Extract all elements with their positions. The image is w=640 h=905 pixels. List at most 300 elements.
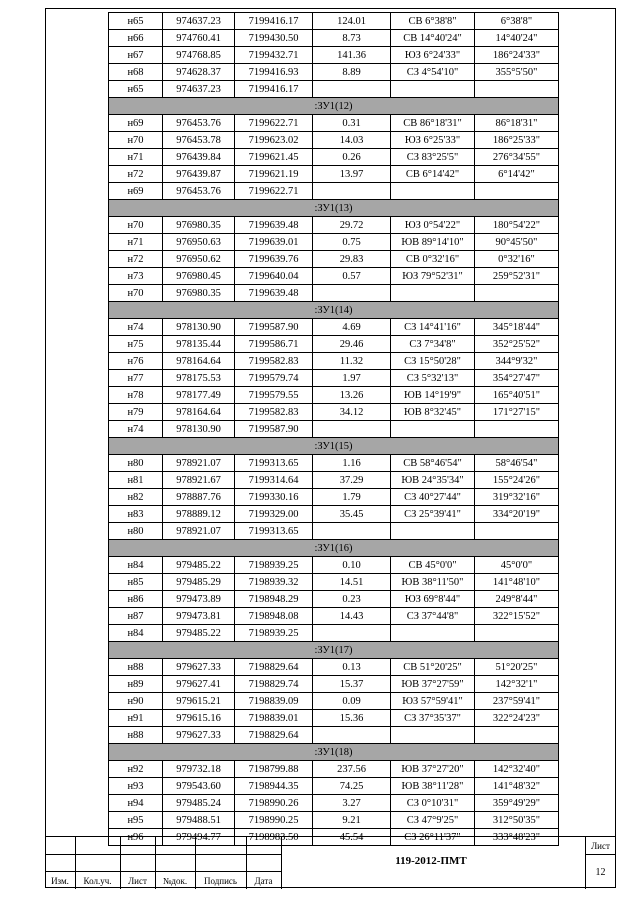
coord-y: 7199640.04 [235,268,313,285]
point-name: н78 [109,387,163,404]
azimuth: 322°24'23" [475,710,559,727]
coord-x: 978921.07 [163,455,235,472]
coord-x: 974637.23 [163,13,235,30]
table-row [109,795,559,812]
coord-y: 7198939.25 [235,557,313,574]
table-row [109,251,559,268]
stamp-label-data: Дата [254,876,273,886]
coord-x: 976453.76 [163,183,235,200]
coord-x: 974628.37 [163,64,235,81]
point-name: н65 [109,13,163,30]
table-row [109,47,559,64]
azimuth: 237°59'41" [475,693,559,710]
table-row [109,353,559,370]
point-name: н87 [109,608,163,625]
coord-x: 978921.67 [163,472,235,489]
distance: 35.45 [313,506,391,523]
point-name: н77 [109,370,163,387]
coord-x: 976453.76 [163,115,235,132]
coord-y: 7198944.35 [235,778,313,795]
table-row [109,404,559,421]
coord-y: 7199621.45 [235,149,313,166]
point-name: н68 [109,64,163,81]
distance [313,81,391,98]
azimuth: 186°25'33" [475,132,559,149]
coord-y: 7198990.25 [235,812,313,829]
stamp-rule [585,854,616,855]
distance: 14.43 [313,608,391,625]
table-row [109,591,559,608]
table-row [109,13,559,30]
coord-x: 979485.24 [163,795,235,812]
point-name: н71 [109,149,163,166]
rhumb: СВ 14°40'24" [391,30,475,47]
section-header-row [109,98,559,115]
coord-x: 979485.22 [163,625,235,642]
point-name: н92 [109,761,163,778]
stamp-rule [45,854,281,855]
distance: 13.26 [313,387,391,404]
table-row [109,506,559,523]
point-name: н84 [109,557,163,574]
table-row [109,557,559,574]
coord-y: 7199330.16 [235,489,313,506]
distance: 9.21 [313,812,391,829]
point-name: н88 [109,727,163,744]
distance: 0.26 [313,149,391,166]
coord-y: 7199582.83 [235,353,313,370]
distance: 3.27 [313,795,391,812]
coord-y: 7199639.01 [235,234,313,251]
point-name: н90 [109,693,163,710]
distance: 0.10 [313,557,391,574]
distance [313,625,391,642]
distance: 0.09 [313,693,391,710]
table-row [109,285,559,302]
coord-y: 7199582.83 [235,404,313,421]
point-name: н73 [109,268,163,285]
azimuth [475,421,559,438]
rhumb: СВ 0°32'16" [391,251,475,268]
rhumb: СЗ 0°10'31" [391,795,475,812]
distance: 14.51 [313,574,391,591]
distance [313,183,391,200]
azimuth: 142°32'1" [475,676,559,693]
coord-x: 979473.81 [163,608,235,625]
point-name: н70 [109,285,163,302]
coord-y: 7199623.02 [235,132,313,149]
point-name: н72 [109,251,163,268]
sheet-label: Лист [591,841,610,851]
coord-x: 979615.21 [163,693,235,710]
rhumb: ЮЗ 57°59'41" [391,693,475,710]
stamp-label-kol-uch: Кол.уч. [83,876,112,886]
table-row [109,727,559,744]
point-name: н93 [109,778,163,795]
coord-x: 976439.87 [163,166,235,183]
point-name: н65 [109,81,163,98]
azimuth: 249°8'44" [475,591,559,608]
coord-x: 974768.85 [163,47,235,64]
distance: 45.54 [313,829,391,846]
coord-y: 7199579.55 [235,387,313,404]
distance: 15.37 [313,676,391,693]
rhumb: ЮВ 14°19'9" [391,387,475,404]
azimuth: 86°18'31" [475,115,559,132]
coord-y: 7199416.17 [235,81,313,98]
rhumb: ЮВ 89°14'10" [391,234,475,251]
rhumb: СЗ 15°50'28" [391,353,475,370]
coord-y: 7198939.32 [235,574,313,591]
distance: 0.13 [313,659,391,676]
rhumb: СЗ 14°41'16" [391,319,475,336]
rhumb [391,421,475,438]
coord-y: 7198829.64 [235,727,313,744]
rhumb: СВ 45°0'0" [391,557,475,574]
coord-x: 979627.41 [163,676,235,693]
azimuth [475,183,559,200]
coord-y: 7198990.26 [235,795,313,812]
coord-y: 7199314.64 [235,472,313,489]
point-name: н96 [109,829,163,846]
section-label: :ЗУ1(18) [109,744,559,761]
section-label: :ЗУ1(15) [109,438,559,455]
coord-y: 7199587.90 [235,421,313,438]
azimuth: 334°20'19" [475,506,559,523]
coord-y: 7199430.50 [235,30,313,47]
table-row [109,778,559,795]
coord-x: 979543.60 [163,778,235,795]
azimuth: 312°50'35" [475,812,559,829]
section-header-row [109,302,559,319]
table-row [109,421,559,438]
azimuth: 51°20'25" [475,659,559,676]
distance: 74.25 [313,778,391,795]
azimuth [475,727,559,744]
section-label: :ЗУ1(13) [109,200,559,217]
table-row [109,625,559,642]
azimuth: 333°48'23" [475,829,559,846]
point-name: н81 [109,472,163,489]
point-name: н83 [109,506,163,523]
coord-x: 979485.22 [163,557,235,574]
rhumb: СВ 86°18'31" [391,115,475,132]
azimuth: 345°18'44" [475,319,559,336]
section-header-row [109,540,559,557]
coord-x: 979627.33 [163,727,235,744]
section-header-row [109,744,559,761]
distance: 11.32 [313,353,391,370]
title-block [45,836,616,888]
coordinates-table [108,12,559,846]
point-name: н80 [109,523,163,540]
table-row [109,234,559,251]
section-label: :ЗУ1(16) [109,540,559,557]
coord-x: 974760.41 [163,30,235,47]
distance: 237.56 [313,761,391,778]
distance: 13.97 [313,166,391,183]
coord-y: 7198829.64 [235,659,313,676]
distance: 1.16 [313,455,391,472]
point-name: н67 [109,47,163,64]
table-row [109,149,559,166]
point-name: н69 [109,183,163,200]
rhumb [391,285,475,302]
rhumb: СЗ 5°32'13" [391,370,475,387]
coord-x: 976980.35 [163,217,235,234]
point-name: н76 [109,353,163,370]
table-row [109,761,559,778]
distance: 1.97 [313,370,391,387]
azimuth: 155°24'26" [475,472,559,489]
rhumb: ЮВ 37°27'20" [391,761,475,778]
table-row [109,472,559,489]
azimuth [475,625,559,642]
table-row [109,268,559,285]
coord-y: 7198839.01 [235,710,313,727]
table-row [109,710,559,727]
rhumb: ЮВ 38°11'28" [391,778,475,795]
table-row [109,659,559,676]
distance: 0.31 [313,115,391,132]
distance [313,421,391,438]
coord-x: 979627.33 [163,659,235,676]
point-name: н69 [109,115,163,132]
coord-y: 7199313.65 [235,523,313,540]
azimuth: 355°5'50" [475,64,559,81]
rhumb [391,183,475,200]
distance: 1.79 [313,489,391,506]
point-name: н94 [109,795,163,812]
distance [313,727,391,744]
azimuth: 142°32'40" [475,761,559,778]
azimuth: 276°34'55" [475,149,559,166]
azimuth: 344°9'32" [475,353,559,370]
point-name: н75 [109,336,163,353]
azimuth: 171°27'15" [475,404,559,421]
point-name: н85 [109,574,163,591]
distance: 0.75 [313,234,391,251]
coord-y: 7198983.50 [235,829,313,846]
sheet-number: 12 [595,867,606,878]
rhumb: СЗ 83°25'5" [391,149,475,166]
rhumb: СЗ 7°34'8" [391,336,475,353]
section-label: :ЗУ1(17) [109,642,559,659]
coord-y: 7198948.08 [235,608,313,625]
section-label: :ЗУ1(14) [109,302,559,319]
rhumb: СВ 51°20'25" [391,659,475,676]
point-name: н74 [109,319,163,336]
table-row [109,676,559,693]
coord-x: 978887.76 [163,489,235,506]
coord-x: 979473.89 [163,591,235,608]
coord-y: 7199621.19 [235,166,313,183]
table-row [109,608,559,625]
coord-x: 978175.53 [163,370,235,387]
distance: 8.73 [313,30,391,47]
rhumb: ЮЗ 79°52'31" [391,268,475,285]
rhumb: ЮЗ 0°54'22" [391,217,475,234]
distance: 14.03 [313,132,391,149]
coord-x: 979485.29 [163,574,235,591]
azimuth: 322°15'52" [475,608,559,625]
distance: 124.01 [313,13,391,30]
coord-x: 979732.18 [163,761,235,778]
azimuth [475,523,559,540]
point-name: н74 [109,421,163,438]
distance: 141.36 [313,47,391,64]
coord-x: 978130.90 [163,421,235,438]
stamp-dot: . [171,839,173,848]
coord-x: 978135.44 [163,336,235,353]
coord-y: 7198829.74 [235,676,313,693]
table-row [109,574,559,591]
section-label: :ЗУ1(12) [109,98,559,115]
coord-y: 7199586.71 [235,336,313,353]
coord-x: 979615.16 [163,710,235,727]
distance: 29.72 [313,217,391,234]
rhumb: ЮВ 24°35'34" [391,472,475,489]
coord-x: 974637.23 [163,81,235,98]
coord-y: 7199622.71 [235,115,313,132]
point-name: н88 [109,659,163,676]
section-header-row [109,438,559,455]
section-header-row [109,200,559,217]
rhumb [391,625,475,642]
azimuth: 141°48'10" [475,574,559,591]
table-row [109,217,559,234]
rhumb: ЮЗ 69°8'44" [391,591,475,608]
azimuth: 58°46'54" [475,455,559,472]
table-row [109,115,559,132]
point-name: н91 [109,710,163,727]
table-row [109,30,559,47]
rhumb [391,727,475,744]
point-name: н89 [109,676,163,693]
azimuth: 165°40'51" [475,387,559,404]
rhumb: СЗ 37°35'37" [391,710,475,727]
rhumb: СЗ 4°54'10" [391,64,475,81]
azimuth: 6°14'42" [475,166,559,183]
coord-y: 7199313.65 [235,455,313,472]
coord-x: 978889.12 [163,506,235,523]
azimuth: 90°45'50" [475,234,559,251]
azimuth [475,285,559,302]
distance: 37.29 [313,472,391,489]
document-code: 119-2012-ПМТ [395,855,467,867]
distance: 8.89 [313,64,391,81]
rhumb: ЮЗ 6°25'33" [391,132,475,149]
distance: 15.36 [313,710,391,727]
point-name: н70 [109,132,163,149]
point-name: н86 [109,591,163,608]
azimuth: 6°38'8" [475,13,559,30]
coord-x: 976439.84 [163,149,235,166]
table-row [109,132,559,149]
rhumb [391,81,475,98]
distance [313,523,391,540]
distance: 0.23 [313,591,391,608]
coord-x: 978130.90 [163,319,235,336]
table-row [109,489,559,506]
point-name: н66 [109,30,163,47]
section-header-row [109,642,559,659]
distance: 4.69 [313,319,391,336]
table-row [109,319,559,336]
rhumb: ЮВ 8°32'45" [391,404,475,421]
azimuth: 359°49'29" [475,795,559,812]
stamp-label-ndok: №док. [162,876,188,886]
coord-x: 976950.62 [163,251,235,268]
azimuth: 352°25'52" [475,336,559,353]
coord-x: 978164.64 [163,353,235,370]
azimuth: 141°48'32" [475,778,559,795]
distance: 34.12 [313,404,391,421]
coord-y: 7199622.71 [235,183,313,200]
rhumb: ЮВ 37°27'59" [391,676,475,693]
coord-y: 7198799.88 [235,761,313,778]
rhumb: СВ 6°14'42" [391,166,475,183]
coord-y: 7199639.48 [235,217,313,234]
coord-x: 976950.63 [163,234,235,251]
coord-x: 976980.35 [163,285,235,302]
stamp-label-podpis: Подпись [203,876,238,886]
table-row [109,370,559,387]
coord-x: 978921.07 [163,523,235,540]
stamp-label-list: Лист [128,876,147,886]
coord-y: 7199329.00 [235,506,313,523]
table-row [109,523,559,540]
coord-y: 7198839.09 [235,693,313,710]
table-row [109,183,559,200]
table-row [109,81,559,98]
rhumb: СВ 58°46'54" [391,455,475,472]
coord-y: 7199416.93 [235,64,313,81]
rhumb: ЮВ 38°11'50" [391,574,475,591]
coord-y: 7199639.48 [235,285,313,302]
coord-y: 7199432.71 [235,47,313,64]
coord-x: 979494.77 [163,829,235,846]
azimuth: 319°32'16" [475,489,559,506]
table-row [109,387,559,404]
table-row [109,64,559,81]
point-name: н79 [109,404,163,421]
rhumb [391,523,475,540]
coord-y: 7198939.25 [235,625,313,642]
table-row [109,455,559,472]
table-row [109,166,559,183]
point-name: н95 [109,812,163,829]
point-name: н71 [109,234,163,251]
point-name: н82 [109,489,163,506]
distance: 29.46 [313,336,391,353]
coord-y: 7199587.90 [235,319,313,336]
rhumb: СЗ 25°39'41" [391,506,475,523]
coord-x: 978177.49 [163,387,235,404]
azimuth: 0°32'16" [475,251,559,268]
coord-y: 7199639.76 [235,251,313,268]
stamp-rule [45,871,281,872]
table-row [109,812,559,829]
azimuth: 186°24'33" [475,47,559,64]
point-name: н84 [109,625,163,642]
table-row [109,693,559,710]
rhumb: ЮЗ 6°24'33" [391,47,475,64]
azimuth: 180°54'22" [475,217,559,234]
distance: 0.57 [313,268,391,285]
rhumb: СЗ 40°27'44" [391,489,475,506]
azimuth: 354°27'47" [475,370,559,387]
